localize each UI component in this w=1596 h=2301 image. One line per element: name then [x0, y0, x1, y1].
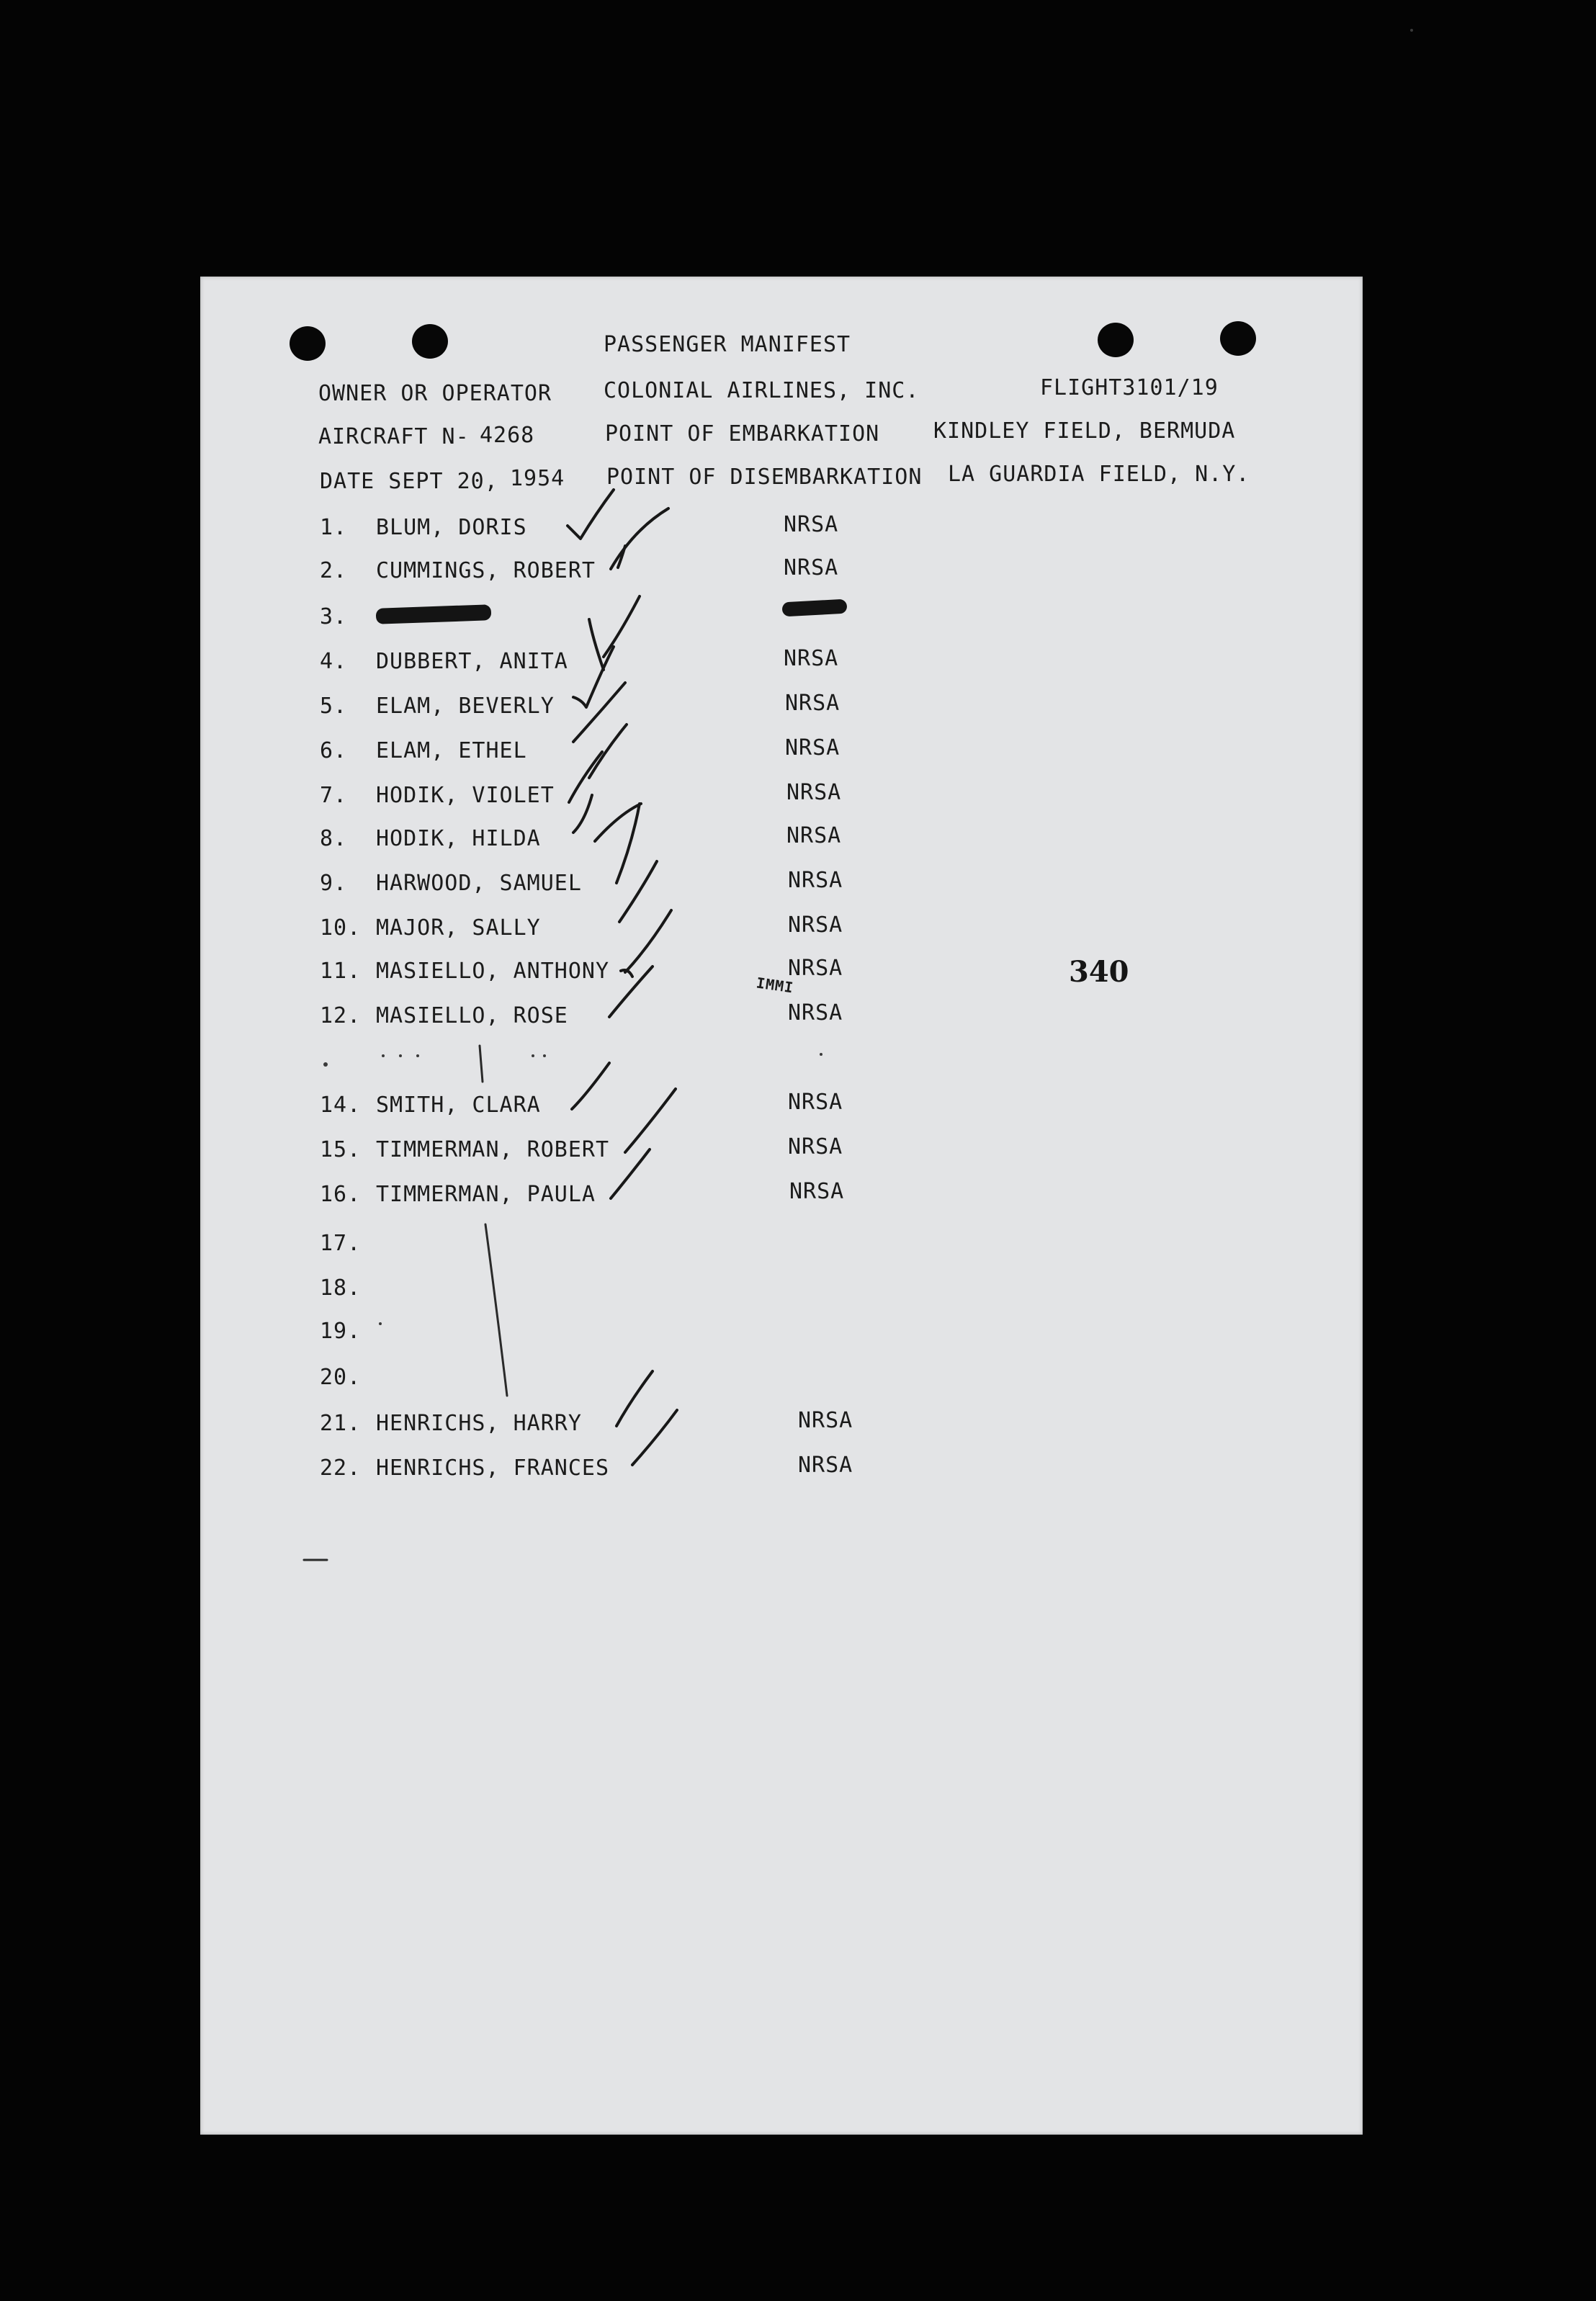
- row-number: 10.: [320, 915, 362, 941]
- passenger-status: NRSA: [788, 1000, 843, 1026]
- row-number: 19.: [320, 1319, 362, 1344]
- row-number: 17.: [320, 1231, 362, 1256]
- passenger-name: HENRICHS, FRANCES: [376, 1455, 610, 1481]
- passenger-status: NRSA: [788, 956, 843, 981]
- row-number: 9.: [320, 871, 348, 896]
- passenger-name: ELAM, ETHEL: [376, 738, 527, 763]
- passenger-status: NRSA: [789, 1179, 845, 1204]
- date-label: DATE SEPT 20,: [320, 469, 498, 494]
- pencil-dot: [1410, 29, 1413, 32]
- punch-hole: [290, 326, 326, 361]
- aircraft-label: AIRCRAFT N-: [318, 424, 470, 449]
- disembarkation-value: LA GUARDIA FIELD, N.Y.: [948, 462, 1250, 487]
- passenger-name: HENRICHS, HARRY: [376, 1411, 582, 1436]
- row-number: 12.: [320, 1003, 362, 1028]
- passenger-status: NRSA: [784, 646, 839, 671]
- passenger-status: NRSA: [784, 512, 839, 537]
- row-number: 16.: [320, 1182, 362, 1207]
- row-number: 2.: [320, 558, 348, 583]
- passenger-name: MAJOR, SALLY: [376, 915, 541, 941]
- passenger-status: NRSA: [785, 691, 840, 716]
- passenger-status: NRSA: [788, 1134, 843, 1160]
- punch-hole: [1220, 321, 1256, 356]
- passenger-name: ELAM, BEVERLY: [376, 694, 555, 719]
- flight-number: FLIGHT3101/19: [1040, 375, 1219, 400]
- passenger-status: NRSA: [788, 868, 843, 893]
- embarkation-label: POINT OF EMBARKATION: [605, 421, 880, 447]
- row-number: 22.: [320, 1455, 362, 1481]
- row-number: 20.: [320, 1365, 362, 1390]
- passenger-status: NRSA: [798, 1453, 853, 1478]
- passenger-name: BLUM, DORIS: [376, 515, 527, 540]
- disembarkation-label: POINT OF DISEMBARKATION: [606, 465, 923, 490]
- passenger-name: HODIK, HILDA: [376, 826, 541, 851]
- passenger-name: HODIK, VIOLET: [376, 783, 555, 808]
- stamp-number: 340: [1069, 955, 1129, 989]
- stamp-fragment: IMMI: [755, 974, 795, 997]
- passenger-name: CUMMINGS, ROBERT: [376, 558, 596, 583]
- passenger-name: TIMMERMAN, PAULA: [376, 1182, 596, 1207]
- punch-hole: [1098, 323, 1134, 357]
- passenger-status: NRSA: [788, 1090, 843, 1115]
- row-number: 14.: [320, 1093, 362, 1118]
- passenger-name: TIMMERMAN, ROBERT: [376, 1137, 610, 1162]
- manifest-title: PASSENGER MANIFEST: [604, 332, 851, 357]
- row-number: 15.: [320, 1137, 362, 1162]
- passenger-name: MASIELLO, ANTHONY: [376, 959, 610, 984]
- passenger-status: NRSA: [798, 1408, 853, 1433]
- passenger-name: DUBBERT, ANITA: [376, 649, 568, 674]
- embarkation-value: KINDLEY FIELD, BERMUDA: [933, 418, 1236, 444]
- row-number: 5.: [320, 694, 348, 719]
- row-number: 8.: [320, 826, 348, 851]
- passenger-status: NRSA: [788, 912, 843, 938]
- row-number: 3.: [320, 604, 348, 629]
- passenger-status: NRSA: [785, 735, 840, 761]
- passenger-status: NRSA: [786, 780, 842, 805]
- row-number: 4.: [320, 649, 348, 674]
- owner-value: COLONIAL AIRLINES, INC.: [604, 378, 920, 403]
- passenger-name: MASIELLO, ROSE: [376, 1003, 568, 1028]
- manifest-sheet: [200, 277, 1363, 2135]
- aircraft-value: 4268: [480, 423, 535, 448]
- row-number: 1.: [320, 515, 348, 540]
- owner-label: OWNER OR OPERATOR: [318, 381, 552, 406]
- passenger-name: SMITH, CLARA: [376, 1093, 541, 1118]
- row-number: 11.: [320, 959, 362, 984]
- row-number: 6.: [320, 738, 348, 763]
- row-number: 7.: [320, 783, 348, 808]
- passenger-status: NRSA: [784, 555, 839, 580]
- date-year: 1954: [510, 466, 565, 491]
- row-number: 18.: [320, 1275, 362, 1301]
- passenger-status: NRSA: [786, 823, 842, 848]
- row-number: 21.: [320, 1411, 362, 1436]
- passenger-name: HARWOOD, SAMUEL: [376, 871, 582, 896]
- punch-hole: [412, 324, 448, 359]
